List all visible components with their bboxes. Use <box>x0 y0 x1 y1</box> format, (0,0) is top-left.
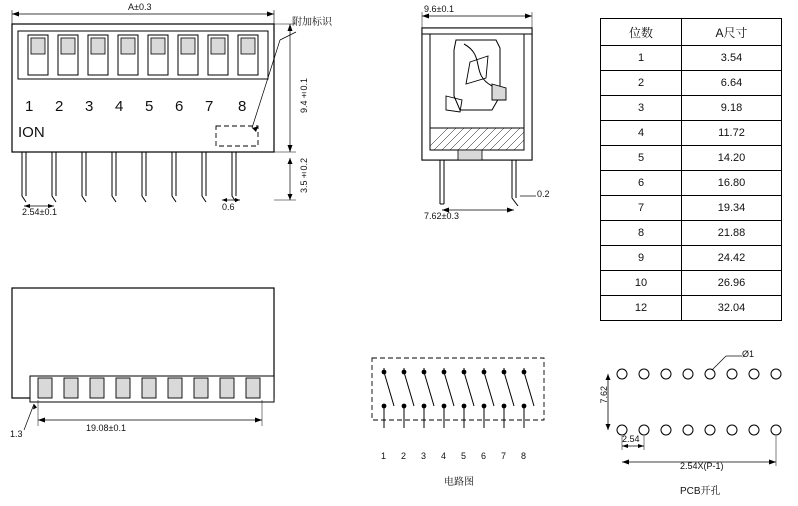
cell-positions: 3 <box>601 96 682 121</box>
cell-dimension: 3.54 <box>682 46 782 71</box>
marking-note-label: 附加标识 <box>292 17 332 28</box>
cell-dimension: 19.34 <box>682 196 782 221</box>
circuit-diagram <box>360 350 560 480</box>
circuit-pin-4: 4 <box>441 451 447 461</box>
body-height-label: 9.4±0.1 <box>299 78 309 114</box>
table-row <box>601 146 782 171</box>
circuit-pin-2: 2 <box>401 451 407 461</box>
header-positions: 位数 <box>601 19 682 46</box>
pcb-total-label: 2.54X(P-1) <box>680 461 724 471</box>
bottom-view-drawing <box>0 280 300 460</box>
cell-positions: 2 <box>601 71 682 96</box>
cell-dimension: 24.42 <box>682 246 782 271</box>
table-row <box>601 121 782 146</box>
cell-positions: 12 <box>601 296 682 321</box>
table-row <box>601 71 782 96</box>
cell-positions: 10 <box>601 271 682 296</box>
circuit-pin-5: 5 <box>461 451 467 461</box>
pin-thickness-label: 0.2 <box>537 189 550 199</box>
bottom-length-label: 19.08±0.1 <box>86 423 126 433</box>
table-header-row <box>601 19 782 46</box>
cell-positions: 9 <box>601 246 682 271</box>
header-a-dimension: A尺寸 <box>682 19 782 46</box>
row-span-label: 7.62±0.3 <box>424 211 459 221</box>
pitch-dim-label: 2.54±0.1 <box>22 207 57 217</box>
hole-diameter-label: Ø1 <box>742 349 755 359</box>
position-number-4: 4 <box>115 98 124 115</box>
side-width-label: 9.6±0.1 <box>424 4 454 14</box>
circuit-pin-1: 1 <box>381 451 387 461</box>
table-row <box>601 96 782 121</box>
section-view-drawing <box>400 0 580 230</box>
position-number-3: 3 <box>85 98 94 115</box>
cell-positions: 4 <box>601 121 682 146</box>
pin-length-label: 3.5±0.2 <box>299 158 309 194</box>
circuit-pin-3: 3 <box>421 451 427 461</box>
cell-positions: 5 <box>601 146 682 171</box>
table-row <box>601 221 782 246</box>
cell-dimension: 32.04 <box>682 296 782 321</box>
position-number-6: 6 <box>175 98 184 115</box>
cell-dimension: 9.18 <box>682 96 782 121</box>
on-marking-label: ION <box>18 124 45 141</box>
circuit-pin-7: 7 <box>501 451 507 461</box>
circuit-caption: 电路图 <box>444 477 474 488</box>
pin-width-label: 0.6 <box>222 202 235 212</box>
table-row <box>601 46 782 71</box>
pcb-row-gap-label: 7.62 <box>599 386 609 404</box>
position-number-2: 2 <box>55 98 64 115</box>
pcb-pitch-label: 2.54 <box>622 434 640 444</box>
circuit-pin-8: 8 <box>521 451 527 461</box>
cell-dimension: 6.64 <box>682 71 782 96</box>
cell-dimension: 14.20 <box>682 146 782 171</box>
pcb-caption: PCB开孔 <box>680 486 721 497</box>
position-number-5: 5 <box>145 98 154 115</box>
cell-dimension: 16.80 <box>682 171 782 196</box>
dim-a-label: A±0.3 <box>128 2 152 12</box>
cell-dimension: 26.96 <box>682 271 782 296</box>
cell-positions: 1 <box>601 46 682 71</box>
table-row <box>601 196 782 221</box>
table-row <box>601 246 782 271</box>
position-number-8: 8 <box>238 98 247 115</box>
cell-positions: 8 <box>601 221 682 246</box>
front-view-drawing <box>0 0 300 240</box>
circuit-pin-6: 6 <box>481 451 487 461</box>
cell-dimension: 11.72 <box>682 121 782 146</box>
table-row <box>601 171 782 196</box>
spec-table <box>600 18 782 321</box>
cell-dimension: 21.88 <box>682 221 782 246</box>
position-number-7: 7 <box>205 98 214 115</box>
table-row <box>601 296 782 321</box>
cell-positions: 7 <box>601 196 682 221</box>
cell-positions: 6 <box>601 171 682 196</box>
bottom-edge-label: 1.3 <box>10 429 23 439</box>
position-number-1: 1 <box>25 98 34 115</box>
table-row <box>601 271 782 296</box>
